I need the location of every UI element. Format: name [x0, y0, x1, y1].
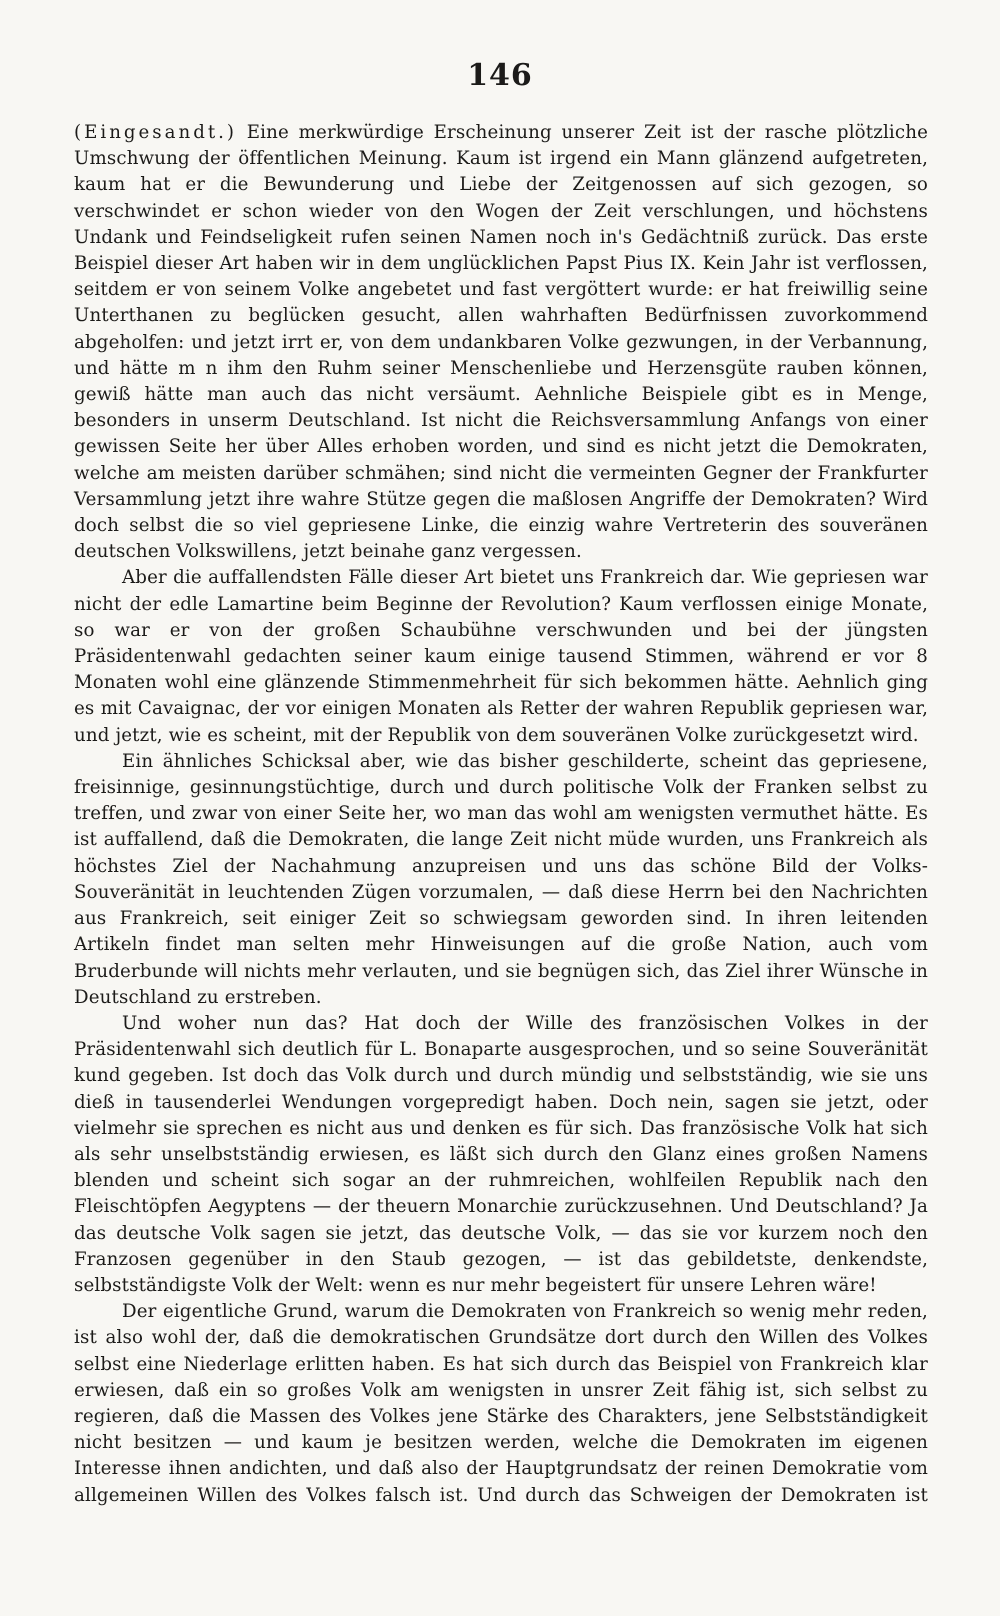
paragraph-1: [74, 120, 928, 565]
page-number: 146: [467, 58, 533, 93]
paragraph-1-text: Eine merkwürdige Erscheinung unserer Zeit ist der rasche plötzliche Umschwung der öffentlichen Meinung. Kaum ist irgend ein Mann glänzend aufgetreten, kaum hat er die Bewunderung und Liebe der Zeitgenossen auf sich gezogen, so verschwindet er schon wieder von den Wogen der Zeit verschlungen, und höchstens Undank und Feindseligkeit rufen seinen Namen noch in's Gedächtniß zurück. Das erste Beispiel dieser Art haben wir in dem unglücklichen Papst Pius IX. Kein Jahr ist verflossen, seitdem er von seinem Volke angebetet und fast vergöttert wurde: er hat freiwillig seine Unterthanen zu beglücken gesucht, allen wahrhaften Bedürfnissen zuvorkommend abgeholfen: und jetzt irrt er, von dem undankbaren Volke gezwungen, in der Verbannung, und hätte m n ihm den Ruhm seiner Menschenliebe und Herzensgüte rauben können, gewiß hätte man auch das nicht versäumt. Aehnliche Beispiele gibt es in Menge, besonders in unserm Deutschland. Ist nicht die Reichsversammlung Anfangs von einer gewissen Seite her über Alles erhoben worden, und sind es nicht jetzt die Demokraten, welche am meisten darüber schmähen; sind nicht die vermeinten Gegner der Frankfurter Versammlung jetzt ihre wahre Stütze gegen die maßlosen Angriffe der Demokraten? Wird doch selbst die so viel gepriesene Linke, die einzig wahre Vertreterin des souveränen deutschen Volkswillens, jetzt beinahe ganz vergessen.: [74, 122, 928, 563]
paragraph-5: Der eigentliche Grund, warum die Demokraten von Frankreich so wenig mehr reden, ist also wohl der, daß die demokratischen Grundsätze dort durch den Willen des Volkes selbst eine Niederlage erlitten haben. Es hat sich durch das Beispiel von Frankreich klar erwiesen, daß ein so großes Volk am wenigsten in unsrer Zeit fähig ist, sich selbst zu regieren, daß die Massen des Volkes jene Stärke des Charakters, jene Selbstständigkeit nicht besitzen — und kaum je besitzen werden, welche die Demokraten im eigenen Interesse ihnen andichten, und daß also der Hauptgrundsatz der reinen Demokratie vom allgemeinen Willen des Volkes falsch ist. Und durch das Schweigen der Demokraten ist: [74, 1301, 928, 1506]
article-body: [74, 120, 928, 1509]
submission-label: (Eingesandt.): [74, 122, 238, 143]
paragraph-3: Ein ähnliches Schicksal aber, wie das bisher geschilderte, scheint das gepriesene, freisinnige, gesinnungstüchtige, durch und durch politische Volk der Franken selbst zu treffen, und zwar von einer Seite her, wo man das wohl am wenigsten vermuthet hätte. Es ist auffallend, daß die Demokraten, die lange Zeit nicht müde wurden, uns Frankreich als höchstes Ziel der Nachahmung anzupreisen und uns das schöne Bild der Volks-Souveränität in leuchtenden Zügen vorzumalen, — daß diese Herrn bei den Nachrichten aus Frankreich, seit einiger Zeit so schwiegsam geworden sind. In ihren leitenden Artikeln findet man selten mehr Hinweisungen auf die große Nation, auch vom Bruderbunde will nichts mehr verlauten, und sie begnügen sich, das Ziel ihrer Wünsche in Deutschland zu erstreben.: [74, 750, 928, 1008]
paragraph-4: Und woher nun das? Hat doch der Wille des französischen Volkes in der Präsidentenwahl sich deutlich für L. Bonaparte ausgesprochen, und so seine Souveränität kund gegeben. Ist doch das Volk durch und durch mündig und selbstständig, wie sie uns dieß in tausenderlei Wendungen vorgepredigt haben. Doch nein, sagen sie jetzt, oder vielmehr sie sprechen es nicht aus und denken es für sich. Das französische Volk hat sich als sehr unselbstständig erwiesen, es läßt sich durch den Glanz eines großen Namens blenden und scheint sich sogar an der ruhmreichen, wohlfeilen Republik nach den Fleischtöpfen Aegyptens — der theuern Monarchie zurückzusehnen. Und Deutschland? Ja das deutsche Volk sagen sie jetzt, das deutsche Volk, — das sie vor kurzem noch den Franzosen gegenüber in den Staub gezogen, — ist das gebildetste, denkendste, selbstständigste Volk der Welt: wenn es nur mehr begeistert für unsere Lehren wäre!: [74, 1012, 928, 1296]
paragraph-2: Aber die auffallendsten Fälle dieser Art bietet uns Frankreich dar. Wie gepriesen war nicht der edle Lamartine beim Beginne der Revolution? Kaum verflossen einige Monate, so war er von der großen Schaubühne verschwunden und bei der jüngsten Präsidentenwahl gedachten seiner kaum einige tausend Stimmen, während er vor 8 Monaten wohl eine glänzende Stimmenmehrheit für sich bekommen hätte. Aehnlich ging es mit Cavaignac, der vor einigen Monaten als Retter der wahren Republik gepriesen war, und jetzt, wie es scheint, mit der Republik von dem souveränen Volke zurückgesetzt wird.: [74, 567, 928, 746]
